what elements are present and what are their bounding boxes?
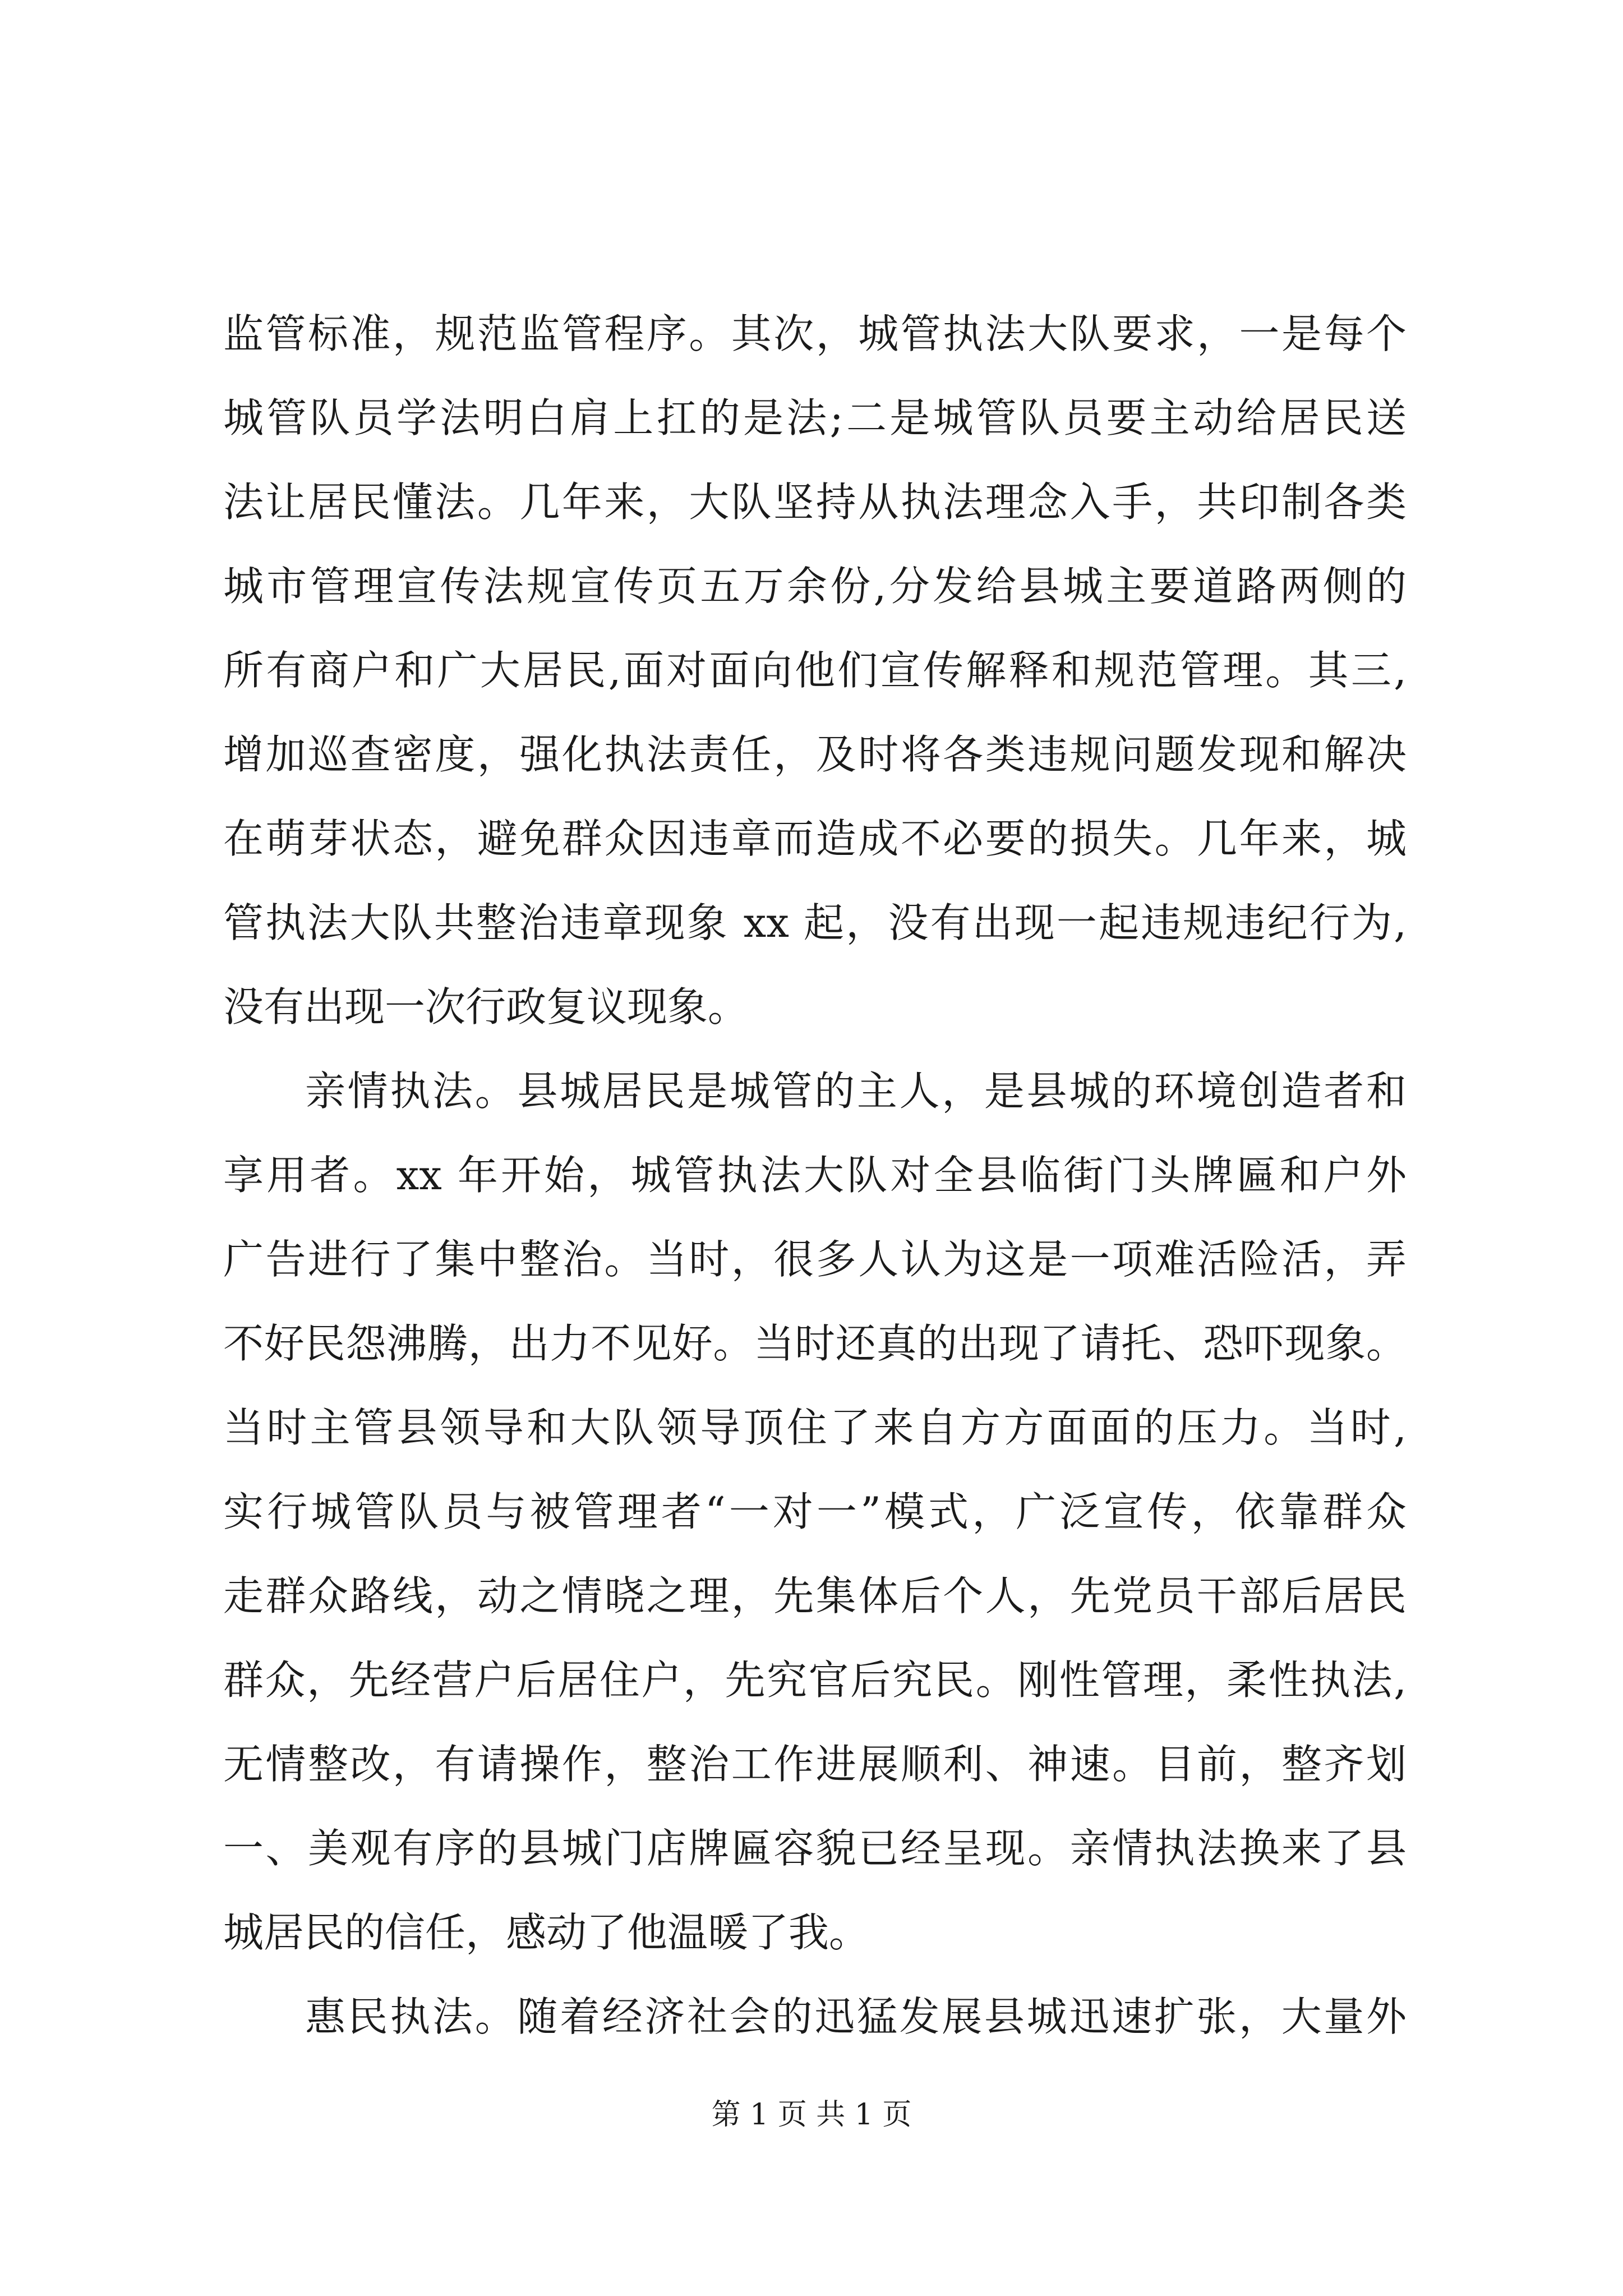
paragraph-first-line: 惠民执法。随着经济社会的迅猛发展县城迅速扩张，大量外 <box>305 1993 1407 2040</box>
text-line: 监管标准，规范监管程序。其次，城管执法大队要求，一是每个 <box>223 310 1407 357</box>
text-line: 城市管理宣传法规宣传页五万余份,分发给县城主要道路两侧的 <box>223 563 1407 610</box>
page-footer: 第 1 页 共 1 页 <box>711 2098 912 2132</box>
text-line: 无情整改，有请操作，整治工作进展顺利、神速。目前，整齐划 <box>223 1741 1407 1788</box>
text-line: 没有出现一次行政复议现象。 <box>223 983 749 1030</box>
text-line: 在萌芽状态，避免群众因违章而造成不必要的损失。几年来，城 <box>223 815 1407 862</box>
text-line: 法让居民懂法。几年来，大队坚持从执法理念入手，共印制各类 <box>223 478 1407 526</box>
text-line: 增加巡查密度，强化执法责任，及时将各类违规问题发现和解决 <box>223 731 1407 778</box>
text-line: 当时主管县领导和大队领导顶住了来自方方面面的压力。当时, <box>223 1404 1407 1451</box>
text-line: 所有商户和广大居民,面对面向他们宣传解释和规范管理。其三, <box>223 647 1407 694</box>
text-line: 享用者。xx 年开始，城管执法大队对全县临街门头牌匾和户外 <box>223 1152 1407 1199</box>
text-line: 一、美观有序的县城门店牌匾容貌已经呈现。亲情执法换来了县 <box>223 1825 1407 1872</box>
document-body <box>223 292 1407 2059</box>
text-line: 管执法大队共整治违章现象 xx 起，没有出现一起违规违纪行为, <box>223 899 1407 946</box>
text-line: 城管队员学法明白肩上扛的是法;二是城管队员要主动给居民送 <box>223 394 1407 441</box>
text-line: 实行城管队员与被管理者“一对一”模式，广泛宣传，依靠群众 <box>223 1488 1407 1535</box>
text-line: 不好民怨沸腾，出力不见好。当时还真的出现了请托、恐吓现象。 <box>223 1320 1407 1367</box>
text-line: 群众，先经营户后居住户，先究官后究民。刚性管理，柔性执法, <box>223 1657 1407 1704</box>
text-line: 城居民的信任，感动了他温暖了我。 <box>223 1909 870 1956</box>
paragraph-first-line: 亲情执法。县城居民是城管的主人，是县城的环境创造者和 <box>305 1068 1407 1115</box>
text-line: 广告进行了集中整治。当时，很多人认为这是一项难活险活，弄 <box>223 1236 1407 1283</box>
text-line: 走群众路线，动之情晓之理，先集体后个人，先党员干部后居民 <box>223 1572 1407 1619</box>
